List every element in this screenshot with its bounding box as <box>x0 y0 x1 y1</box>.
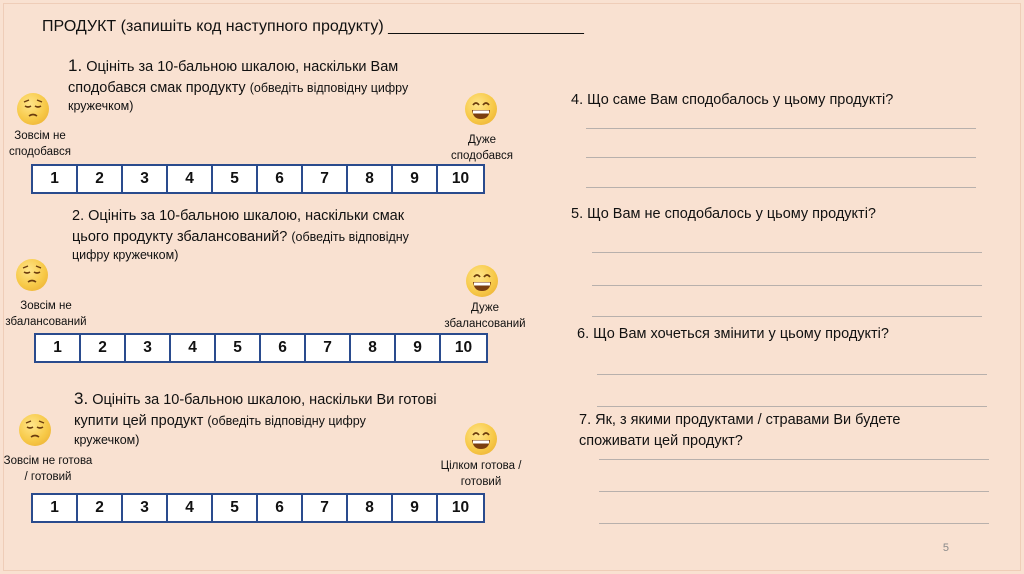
rating-option[interactable]: 1 <box>33 166 78 192</box>
question-3-hint-line1: (обведіть відповідну цифру <box>207 414 366 428</box>
rating-option[interactable]: 5 <box>216 335 261 361</box>
rating-option[interactable]: 4 <box>171 335 216 361</box>
question-7 <box>579 410 901 452</box>
rating-option[interactable]: 7 <box>303 166 348 192</box>
question-3-low-label-line1: Зовсім не готова <box>3 455 93 467</box>
question-3-low-label-line2: / готовий <box>24 471 72 483</box>
rating-option[interactable]: 10 <box>451 170 470 187</box>
answer-line[interactable] <box>599 459 989 460</box>
question-5-text: 5. Що Вам не сподобалось у цьому продукті? <box>571 206 876 222</box>
rating-option[interactable]: 9 <box>393 166 438 192</box>
question-1-text-line2: сподобався смак продукту <box>68 80 246 96</box>
pensive-face-icon <box>17 93 49 125</box>
question-3-hint-line2: кружечком) <box>74 433 140 447</box>
question-3-number: 3. <box>74 389 89 408</box>
question-2-text-line1: 2. Оцініть за 10-бальною шкалою, наскільки смак <box>72 208 405 224</box>
question-2-low-label <box>3 298 89 330</box>
rating-option[interactable]: 8 <box>348 495 393 521</box>
question-1-low-label-line1: Зовсім не <box>14 130 66 142</box>
question-2-high-label-line2: збалансований <box>444 318 526 330</box>
question-1-number: 1. <box>68 56 83 75</box>
answer-line[interactable] <box>592 285 982 286</box>
question-3-text-line2: купити цей продукт <box>74 413 204 429</box>
answer-line[interactable] <box>599 491 989 492</box>
answer-line[interactable] <box>592 252 982 253</box>
question-3-high-label <box>432 458 530 490</box>
question-3-high-label-line2: готовий <box>460 476 502 488</box>
grinning-face-icon <box>465 423 497 455</box>
question-1-hint-line1: (обведіть відповідну цифру <box>249 81 409 95</box>
pensive-face-icon <box>16 259 48 291</box>
question-4-text: 4. Що саме Вам сподобалось у цьому продукті? <box>571 92 894 108</box>
question-2-rating-scale <box>34 333 488 363</box>
rating-option[interactable]: 3 <box>123 166 168 192</box>
rating-option[interactable]: 7 <box>306 335 351 361</box>
question-3-text-line1: Оцініть за 10-бальною шкалою, наскільки Ви готові <box>92 392 437 408</box>
rating-option[interactable]: 2 <box>78 495 123 521</box>
question-2-high-label-line1: Дуже <box>470 302 499 314</box>
question-1-high-label-line2: сподобався <box>451 150 513 162</box>
page-number: 5 <box>942 542 949 554</box>
answer-line[interactable] <box>597 374 987 375</box>
answer-line[interactable] <box>592 316 982 317</box>
answer-line[interactable] <box>597 406 987 407</box>
rating-option[interactable]: 9 <box>396 335 441 361</box>
question-1-high-label <box>442 132 522 164</box>
rating-option[interactable]: 1 <box>33 495 78 521</box>
question-3-high-label-line1: Цілком готова / <box>440 460 522 472</box>
question-2-low-label-line2: збалансований <box>5 316 87 328</box>
rating-option[interactable]: 5 <box>213 495 258 521</box>
rating-option[interactable]: 8 <box>351 335 396 361</box>
question-1-hint-line2: кружечком) <box>68 99 134 113</box>
rating-option[interactable]: 8 <box>348 166 393 192</box>
rating-option[interactable]: 10 <box>454 339 473 356</box>
answer-line[interactable] <box>586 187 976 188</box>
rating-option[interactable]: 4 <box>168 166 213 192</box>
question-2-high-label <box>440 300 530 332</box>
answer-line[interactable] <box>586 128 976 129</box>
question-1-low-label <box>4 128 76 160</box>
answer-line[interactable] <box>586 157 976 158</box>
question-1-text-line1: Оцініть за 10-бальною шкалою, наскільки Вам <box>86 59 399 75</box>
rating-option[interactable]: 2 <box>78 166 123 192</box>
question-1-high-label-line1: Дуже <box>467 134 496 146</box>
question-3-low-label <box>0 453 96 485</box>
rating-option[interactable]: 9 <box>393 495 438 521</box>
rating-option[interactable]: 10 <box>451 499 470 516</box>
question-1 <box>68 55 468 114</box>
rating-option[interactable]: 4 <box>168 495 213 521</box>
rating-option[interactable]: 3 <box>123 495 168 521</box>
rating-option[interactable]: 2 <box>81 335 126 361</box>
question-2 <box>72 206 472 263</box>
question-2-hint-line2: цифру кружечком) <box>72 248 179 262</box>
question-1-low-label-line2: сподобався <box>9 146 71 158</box>
question-1-rating-scale <box>31 164 485 194</box>
question-3 <box>74 388 494 449</box>
rating-option[interactable]: 6 <box>261 335 306 361</box>
rating-option[interactable]: 3 <box>126 335 171 361</box>
rating-option[interactable]: 6 <box>258 495 303 521</box>
page-title: ПРОДУКТ (запишіть код наступного продукту) ______________________ <box>42 18 584 35</box>
rating-option[interactable]: 7 <box>303 495 348 521</box>
question-2-hint-line1: (обведіть відповідну <box>291 230 409 244</box>
rating-option[interactable]: 1 <box>36 335 81 361</box>
answer-line[interactable] <box>599 523 989 524</box>
question-2-low-label-line1: Зовсім не <box>20 300 72 312</box>
question-7-text-line1: 7. Як, з якими продуктами / стравами Ви будете <box>579 412 901 428</box>
grinning-face-icon <box>466 265 498 297</box>
rating-option[interactable]: 5 <box>213 166 258 192</box>
grinning-face-icon <box>465 93 497 125</box>
question-6-text: 6. Що Вам хочеться змінити у цьому продукті? <box>577 326 889 342</box>
question-7-text-line2: споживати цей продукт? <box>579 433 743 449</box>
pensive-face-icon <box>19 414 51 446</box>
question-3-rating-scale <box>31 493 485 523</box>
question-2-text-line2: цього продукту збалансований? <box>72 229 288 245</box>
rating-option[interactable]: 6 <box>258 166 303 192</box>
